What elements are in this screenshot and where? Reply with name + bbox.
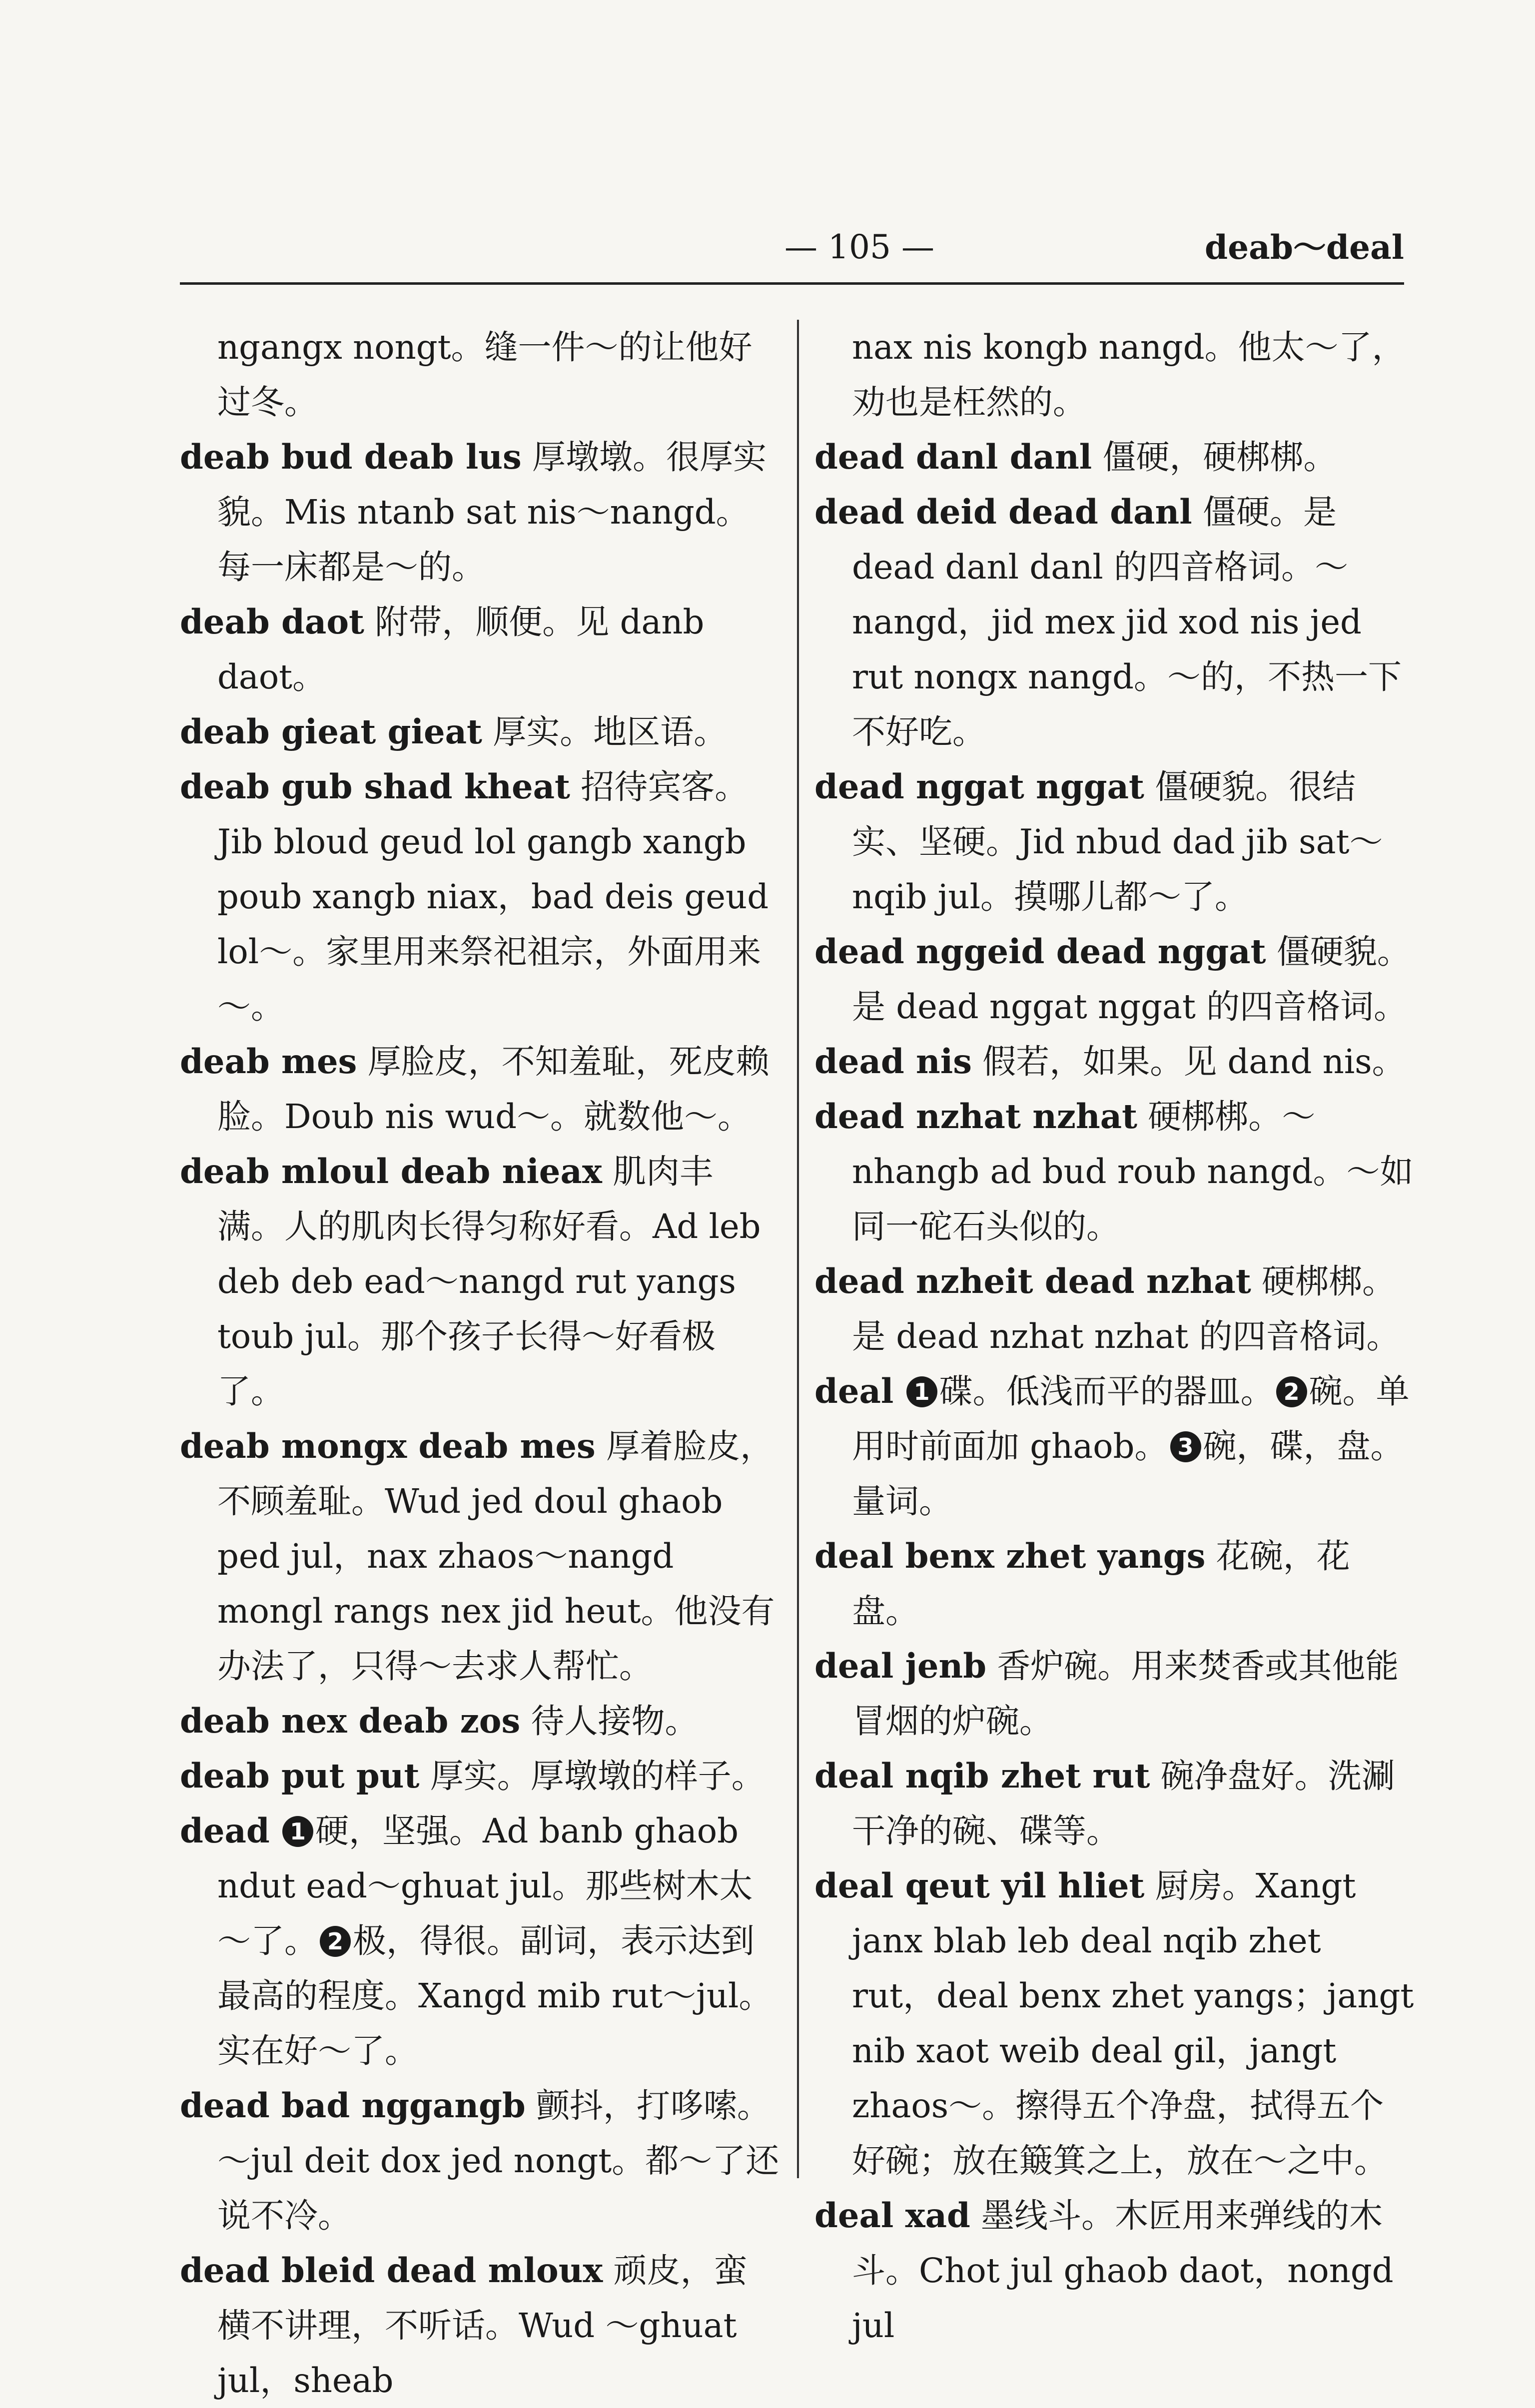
entry-headword: deal [814,1371,894,1411]
dictionary-entry [814,924,1414,1034]
entry-headword: dead nzheit dead nzhat [814,1261,1251,1301]
dictionary-entry [180,595,779,704]
dictionary-entry [180,1034,779,1144]
entry-definition: 附带，顺便。见 danb daot。 [217,602,705,696]
entry-definition: 厚墩墩。很厚实貌。Mis ntanb sat nis～nangd。每一床都是～的。 [217,438,767,587]
dictionary-entry [814,2188,1414,2353]
entry-headword: deab mongx deab mes [180,1426,596,1466]
entry-headword: deal qeut yil hliet [814,1866,1145,1905]
entry-headword: deal jenb [814,1646,987,1686]
entry-definition: 颤抖，打哆嗦。～jul deit dox jed nongt。都～了还说不冷。 [217,2086,779,2235]
entry-definition: 僵硬貌。是 dead nggat nggat 的四音格词。 [852,932,1411,1026]
entry-definition: 僵硬，硬梆梆。 [1092,438,1337,477]
entry-headword: deab bud deab lus [180,437,522,477]
dictionary-entry [180,430,779,595]
dictionary-entry [814,1089,1414,1254]
sense-number-badge: 2 [1276,1376,1307,1407]
dictionary-entry [180,1419,779,1694]
entry-headword: dead nzhat nzhat [814,1097,1138,1136]
dictionary-entry [814,1364,1414,1529]
dictionary-entry [814,1034,1414,1089]
dictionary-entry [180,1804,779,2078]
entry-headword: dead deid dead danl [814,492,1192,532]
entry-definition: 僵硬。是 dead danl danl 的四音格词。～nangd，jid mex jid xod nis jed rut nongx nangd。～的，不热一下不好吃。 [852,493,1402,751]
sense-number-badge: 3 [1170,1431,1201,1462]
entry-headword: dead bad nggangb [180,2086,526,2125]
entry-headword: deab nex deab zos [180,1701,521,1741]
entry-definition: 厚实。厚墩墩的样子。 [419,1757,765,1796]
entry-definition: 招待宾客。Jib bloud geud lol gangb xangb poub xangb niax，bad deis geud lol～。家里用来祭祀祖宗，外面用来～。 [217,767,769,1026]
entry-definition: ngangx nongt。缝一件～的让他好过冬。 [217,328,753,422]
sense-definition: 碗，碟，盘。量词。 [852,1427,1404,1521]
entry-definition: 待人接物。 [520,1702,699,1741]
entry-definition: 花碗，花盘。 [852,1537,1350,1631]
left-column [180,320,779,2408]
entry-headword: deab gub shad kheat [180,767,570,806]
entry-headword: deal xad [814,2196,970,2235]
entry-definition: 厚着脸皮，不顾羞耻。Wud jed doul ghaob ped jul，nax zhaos～nangd mongl rangs nex jid heut。他没有办法了，只得～去求人帮忙。 [217,1427,775,1686]
entry-headword: deab gieat gieat [180,712,482,751]
sense-definition: 碗。单用时前面加 ghaob。 [852,1372,1410,1466]
entry-definition: 墨线斗。木匠用来弹线的木斗。Chot jul ghaob daot，nongd jul [852,2196,1394,2345]
dictionary-entry [180,704,779,759]
dictionary-entry [814,1749,1414,1858]
entry-definition: 硬梆梆。～nhangb ad bud roub nangd。～如同一砣石头似的。 [852,1097,1414,1246]
entry-headword: deal benx zhet yangs [814,1536,1206,1576]
entry-headword: deal nqib zhet rut [814,1756,1150,1796]
entry-continuation [814,320,1414,430]
entry-definition: 厨房。Xangt janx blab leb deal nqib zhet rut，deal benx zhet yangs；jangt nib xaot weib deal gil，jangt zhaos～。擦得五个净盘，拭得五个好碗；放在簸箕之上，放在～之中。 [852,1866,1414,2180]
entry-headword: deab daot [180,602,364,641]
entry-headword: dead danl danl [814,437,1092,477]
page-header [180,220,1404,275]
dictionary-entry [814,1858,1414,2188]
entry-definition: nax nis kongb nangd。他太～了，劝也是枉然的。 [852,328,1406,422]
entry-headword: deab mloul deab nieax [180,1152,602,1191]
entry-headword: dead nis [814,1042,972,1081]
sense-number-badge: 2 [320,1926,351,1957]
entry-continuation [180,320,779,430]
entry-definition: 顽皮，蛮横不讲理，不听话。Wud ～ghuat jul，sheab [217,2251,748,2400]
entry-headword: dead bleid dead mloux [180,2251,603,2290]
entry-definition: 假若，如果。见 dand nis。 [971,1042,1406,1081]
dictionary-entry [814,430,1414,485]
sense-number-badge: 1 [282,1816,313,1847]
entry-definition: 香炉碗。用来焚香或其他能冒烟的炉碗。 [852,1647,1399,1741]
dictionary-entry [814,485,1414,759]
right-column [814,320,1414,2353]
dictionary-entry [814,1529,1414,1639]
dictionary-entry [180,2243,779,2408]
entry-headword: deab put put [180,1756,420,1796]
running-head: deab～deal [1204,228,1404,267]
entry-headword: dead nggat nggat [814,767,1144,806]
header-rule [180,282,1404,285]
entry-headword: dead [180,1811,270,1850]
dictionary-entry [814,1639,1414,1749]
dictionary-entry [180,1694,779,1749]
entry-definition: 肌肉丰满。人的肌肉长得匀称好看。Ad leb deb deb ead～nangd rut yangs toub jul。那个孩子长得～好看极了。 [217,1152,761,1411]
sense-definition: 极，得很。副词，表示达到最高的程度。Xangd mib rut～jul。实在好～了。 [217,1921,772,2070]
dictionary-entry [180,2078,779,2243]
dictionary-entry [180,1144,779,1419]
entry-definition: 厚脸皮，不知羞耻，死皮赖脸。Doub nis wud～。就数他～。 [217,1042,769,1136]
dictionary-entry [814,759,1414,924]
page-number: — 105 — [784,228,934,266]
entry-definition: 僵硬貌。很结实、坚硬。Jid nbud dad jib sat～nqib jul。摸哪儿都～了。 [852,767,1383,916]
entry-definition: 碗净盘好。洗涮干净的碗、碟等。 [852,1757,1395,1850]
sense-definition: 碟。低浅而平的器皿。 [939,1372,1274,1411]
dictionary-entry [180,1749,779,1804]
dictionary-entry [180,759,779,1034]
dictionary-entry [814,1254,1414,1364]
sense-number-badge: 1 [906,1376,937,1407]
column-divider [797,320,799,2178]
entry-definition: 硬梆梆。是 dead nzhat nzhat 的四音格词。 [852,1262,1400,1356]
entry-definition: 厚实。地区语。 [482,712,728,751]
entry-headword: dead nggeid dead nggat [814,932,1266,971]
sense-definition: 硬，坚强。Ad banb ghaob ndut ead～ghuat jul。那些树木太～了。 [217,1811,753,1960]
entry-headword: deab mes [180,1042,357,1081]
